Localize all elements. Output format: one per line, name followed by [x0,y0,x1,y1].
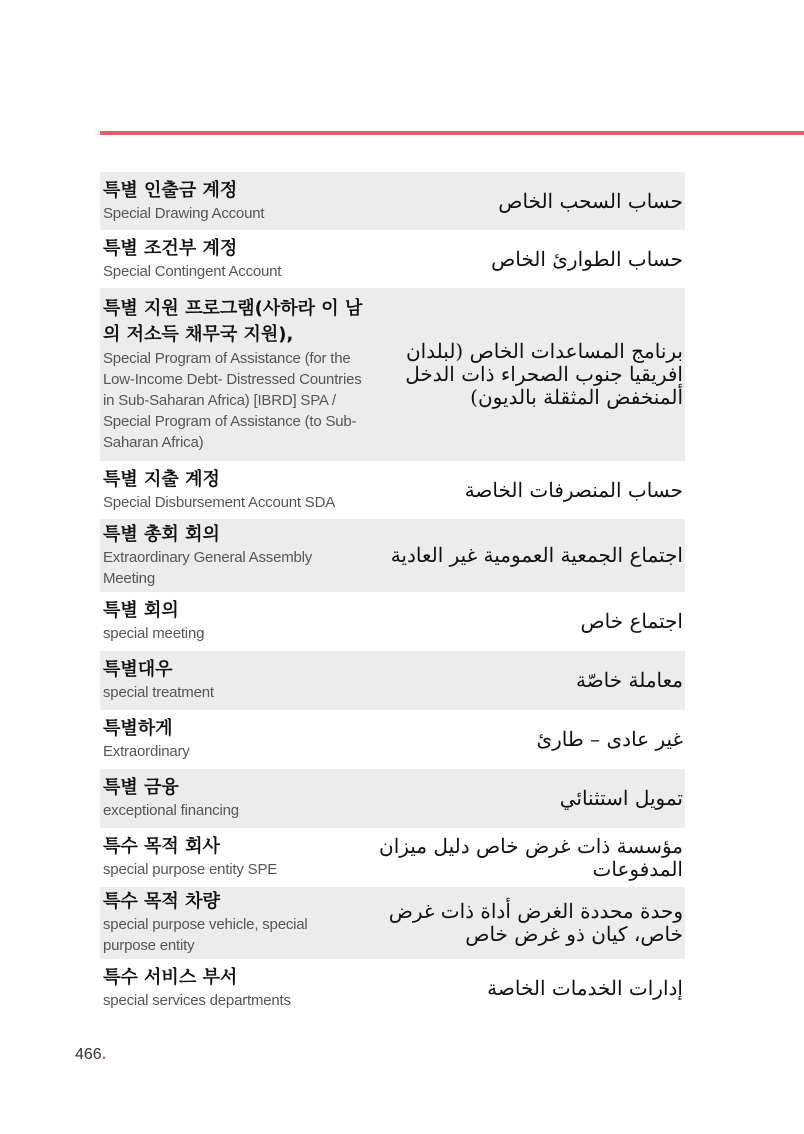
entry-left [103,776,365,821]
english-term: Special Disbursement Account SDA [103,493,336,511]
glossary-entry [100,519,685,592]
arabic-term: برنامج المساعدات الخاص (لبلدان افريقيا جنوب الصحراء ذات الدخل ألمنخفض المثقلة بالديون) [405,339,683,409]
korean-term: 특수 서비스 부서 [103,966,238,988]
glossary-entry [100,710,685,769]
glossary-entry [100,592,685,651]
korean-term: 특별 지원 프로그램(사하라 이 남의 저소득 채무국 지원), [103,298,363,345]
glossary-entry [100,887,685,959]
korean-term: 특별 총회 회의 [103,523,220,545]
entry-left [103,890,351,956]
glossary-table [100,172,685,1017]
korean-term: 특별 회의 [103,600,179,621]
korean-term: 특별 조건부 계정 [103,237,238,259]
page-number [75,1046,106,1064]
english-term: Special Drawing Account [103,204,265,222]
korean-term: 특별 지출 계정 [103,468,220,490]
arabic-term: حساب المنصرفات الخاصة [464,477,683,502]
english-term: Extraordinary [103,743,190,760]
entry-left [103,179,365,224]
entry-left [103,237,365,282]
arabic-term: تمويل استثنائي [559,786,683,810]
arabic-term: وحدة محددة الغرض أداة ذات غرض خاص، كيان ذو غرض خاص [388,899,683,946]
arabic-term: إدارات الخدمات الخاصة [487,975,683,1000]
entry-left [103,658,365,703]
header-rule [100,131,804,135]
page-number-value: 466 [75,1046,102,1063]
arabic-term: غير عادى – طارئ [536,727,683,751]
english-term: Special Program of Assistance (for the Low-Income Debt- Distressed Countries in Sub-Saharan Africa) [IBRD] SPA / Special Program of Assistance (to Sub-Saharan Africa) [103,350,362,451]
glossary-entry [100,828,685,887]
english-term: special meeting [103,625,205,642]
page-number-dot: . [101,1046,107,1063]
arabic-term: اجتماع الجمعية العمومية غير العادية [390,543,683,567]
korean-term: 특별대우 [103,659,173,680]
entry-left [103,717,365,762]
arabic-term: حساب السحب الخاص [498,188,683,213]
arabic-term: اجتماع خاص [580,609,683,633]
english-term: Special Contingent Account [103,262,282,280]
english-term: special services departments [103,991,291,1009]
glossary-entry [100,769,685,828]
glossary-entry [100,651,685,710]
entry-left [103,468,365,513]
glossary-entry [100,172,685,230]
arabic-term: حساب الطوارئ الخاص [491,246,683,271]
arabic-term: معاملة خاصّة [575,668,683,692]
arabic-term: مؤسسة ذات غرض خاص دليل ميزان المدفوعات [379,833,683,881]
korean-term: 특별 금융 [103,777,179,798]
korean-term: 특별하게 [103,718,173,739]
english-term: special purpose entity SPE [103,861,278,878]
entry-left [103,296,365,453]
korean-term: 특수 목적 회사 [103,836,220,857]
korean-term: 특별 인출금 계정 [103,179,238,201]
glossary-entry [100,959,685,1017]
glossary-entry [100,461,685,519]
english-term: special treatment [103,684,214,701]
glossary-entry [100,288,685,461]
english-term: special purpose vehicle, special purpose entity [103,916,308,954]
entry-left [103,966,365,1011]
korean-term: 특수 목적 차량 [103,891,220,912]
entry-left [103,523,351,589]
english-term: Extraordinary General Assembly Meeting [103,548,313,587]
english-term: exceptional financing [103,802,239,819]
glossary-entry [100,230,685,288]
entry-left [103,835,365,880]
entry-left [103,599,365,644]
